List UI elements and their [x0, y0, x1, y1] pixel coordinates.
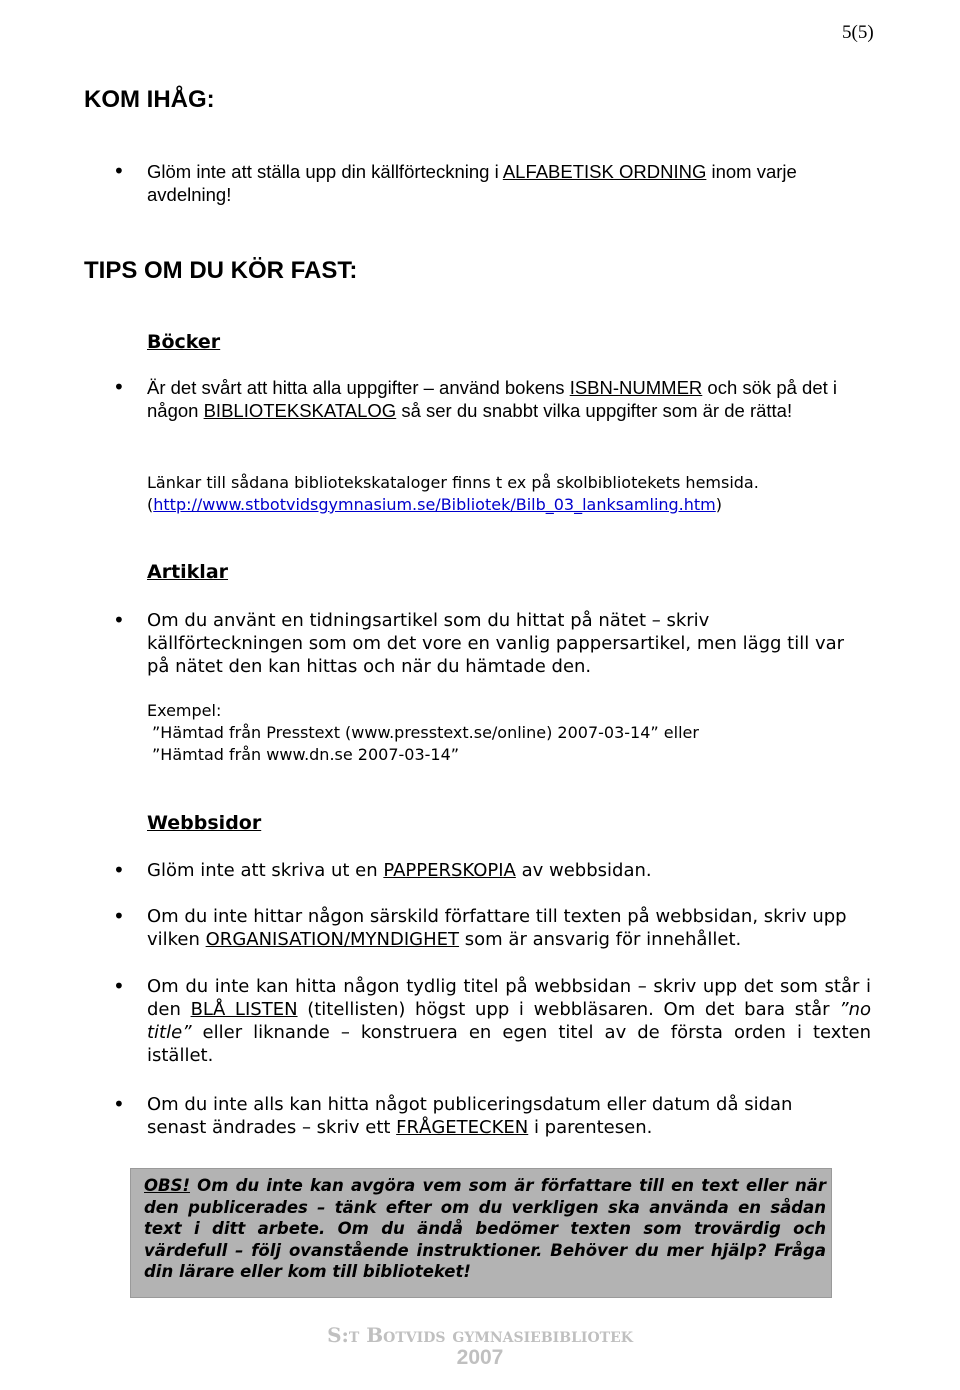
footer-year: 2007	[456, 1346, 504, 1369]
text-segment: )	[715, 495, 723, 514]
text-segment: Om du inte alls kan hitta något publiceringsdatum eller datum då sidan senast ändrades – skriv ett	[147, 1094, 793, 1138]
underlined-text: ISBN-NUMMER	[569, 377, 703, 398]
obs-label: OBS!	[144, 1176, 191, 1195]
tips-heading: TIPS OM DU KÖR FAST:	[84, 257, 358, 284]
artiklar-title: Artiklar	[147, 561, 229, 583]
obs-text	[144, 1175, 826, 1283]
text-segment: Är det svårt att hitta alla uppgifter – använd bokens	[147, 377, 570, 398]
kom-ihag-bullet	[147, 160, 867, 206]
text-segment: (titellisten) högst upp i webbläsaren. Om det bara står	[297, 999, 840, 1020]
webbsidor-bullet-2	[147, 905, 867, 951]
underlined-text: ALFABETISK ORDNING	[502, 161, 707, 182]
text-segment: av webbsidan.	[515, 860, 652, 881]
text-segment: i parentesen.	[528, 1117, 653, 1138]
bullet-icon: •	[113, 375, 125, 399]
italic-text: ”no title”	[147, 999, 871, 1043]
text-segment: så ser du snabbt vilka uppgifter som är de rätta!	[396, 400, 793, 421]
example-label: Exempel:	[147, 701, 222, 720]
page-number: 5(5)	[842, 22, 874, 43]
text-segment: Glöm inte att skriva ut en	[147, 860, 384, 881]
webbsidor-bullet-1	[147, 859, 877, 882]
text-segment: och sök på det i någon	[147, 377, 838, 421]
bullet-icon: •	[113, 159, 125, 183]
bullet-icon: •	[113, 1092, 125, 1116]
underlined-text: FRÅGETECKEN	[396, 1117, 529, 1138]
bullet-icon: •	[113, 858, 125, 882]
webbsidor-title: Webbsidor	[147, 812, 262, 834]
bocker-link-paragraph	[147, 472, 877, 516]
text-segment: inom varje avdelning!	[147, 161, 797, 205]
artiklar-paragraph: Om du använt en tidningsartikel som du hittat på nätet – skriv källförteckningen som om det vore en vanlig pappersartikel, men lägg till var på nätet den kan hittas och när du hämtade den.	[147, 610, 845, 677]
bullet-icon: •	[113, 904, 125, 928]
underlined-text: BIBLIOTEKSKATALOG	[203, 400, 397, 421]
underlined-text: PAPPERSKOPIA	[383, 860, 516, 881]
bullet-icon: •	[113, 608, 125, 632]
text-segment: (	[147, 495, 154, 514]
link-line	[147, 494, 877, 516]
obs-body: Om du inte kan avgöra vem som är författare till en text eller när den publicerades – tänk efter om du verkligen ska använda en sådan text i ditt arbete. Om du ändå bedömer texten som trovärdig och värdefull – följ ovanstående instruktioner. Behöver du mer hjälp? Fråga din lärare eller kom till biblioteket!	[144, 1176, 826, 1281]
text-segment: eller liknande – konstruera en egen titel av de första orden i texten istället.	[147, 1022, 871, 1066]
text-segment: som är ansvarig för innehållet.	[459, 929, 742, 950]
text-segment: Om du inte kan hitta någon tydlig titel på webbsidan – skriv upp det som står i den	[147, 976, 871, 1020]
webbsidor-bullet-3	[147, 975, 871, 1067]
underlined-text: BLÅ LISTEN	[190, 999, 298, 1020]
text-segment: Om du inte hittar någon särskild författare till texten på webbsidan, skriv upp vilken	[147, 906, 847, 950]
footer-library-name: S:t Botvids gymnasiebibliotek	[327, 1323, 633, 1347]
example-line: ”Hämtad från www.dn.se 2007-03-14”	[152, 745, 460, 764]
artiklar-example	[147, 700, 877, 766]
underlined-text: ORGANISATION/MYNDIGHET	[205, 929, 460, 950]
bocker-title: Böcker	[147, 331, 221, 353]
bullet-icon: •	[113, 974, 125, 998]
kom-ihag-heading: KOM IHÅG:	[84, 86, 215, 113]
library-links-link[interactable]: http://www.stbotvidsgymnasium.se/Bibliotek/Bilb_03_lanksamling.htm	[153, 495, 716, 514]
example-line: ”Hämtad från Presstext (www.presstext.se/online) 2007-03-14” eller	[152, 723, 699, 742]
bocker-paragraph	[147, 376, 857, 422]
text-segment: Glöm inte att ställa upp din källförteckning i	[147, 161, 503, 182]
webbsidor-bullet-4	[147, 1093, 857, 1139]
text-segment: Länkar till sådana bibliotekskataloger finns t ex på skolbibliotekets hemsida.	[147, 473, 759, 492]
